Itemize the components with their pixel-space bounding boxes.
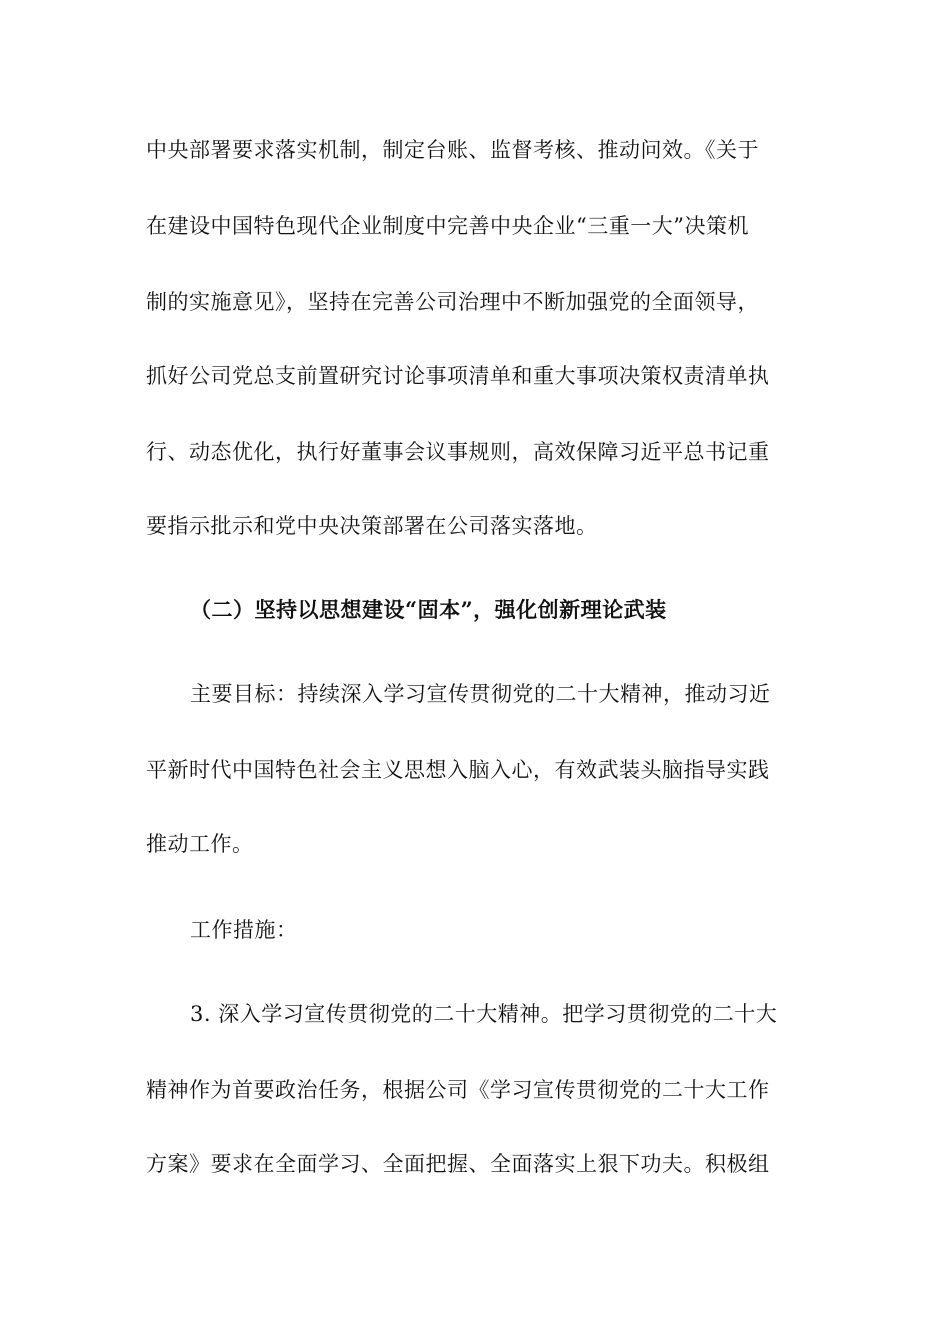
paragraph-line: 制的实施意见》，坚持在完善公司治理中不断加强党的全面领导， bbox=[146, 290, 759, 314]
paragraph-line: 在建设中国特色现代企业制度中完善中央企业“三重一大”决策机 bbox=[146, 214, 749, 238]
paragraph-line: 平新时代中国特色社会主义思想入脑入心，有效武装头脑指导实践 bbox=[146, 758, 770, 782]
paragraph-line: 3. 深入学习宣传贯彻党的二十大精神。把学习贯彻党的二十大 bbox=[190, 1002, 778, 1026]
paragraph-line: 方案》要求在全面学习、全面把握、全面落实上狠下功夫。积极组 bbox=[146, 1152, 770, 1176]
paragraph-line: 中央部署要求落实机制，制定台账、监督考核、推动问效。《关于 bbox=[146, 138, 759, 162]
section-heading: （二）坚持以思想建设“固本”，强化创新理论武装 bbox=[190, 597, 667, 622]
paragraph-line: 抓好公司党总支前置研究讨论事项清单和重大事项决策权责清单执 bbox=[146, 364, 770, 388]
paragraph-line: 推动工作。 bbox=[146, 832, 254, 856]
paragraph-line: 要指示批示和党中央决策部署在公司落实落地。 bbox=[146, 514, 598, 538]
paragraph-line: 行、动态优化，执行好董事会议事规则，高效保障习近平总书记重 bbox=[146, 440, 770, 464]
paragraph-line: 主要目标：持续深入学习宣传贯彻党的二十大精神，推动习近 bbox=[190, 682, 771, 706]
paragraph-line: 精神作为首要政治任务，根据公司《学习宣传贯彻党的二十大工作 bbox=[146, 1078, 770, 1102]
paragraph-line: 工作措施： bbox=[190, 918, 298, 942]
